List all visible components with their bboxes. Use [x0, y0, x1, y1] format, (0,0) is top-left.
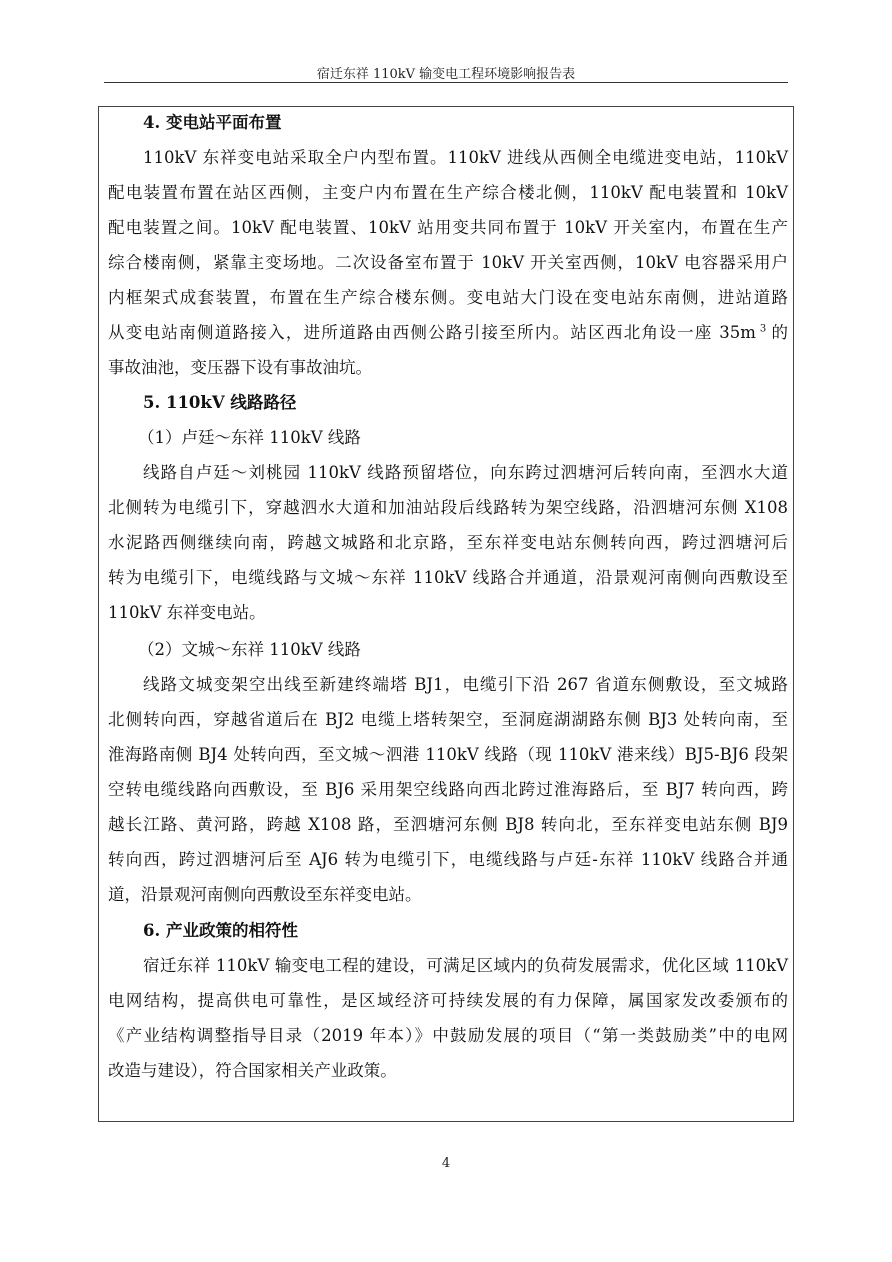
section-4-line: 配电装置之间。10kV 配电装置、10kV 站用变共同布置于 10kV 开关室内，布置在生产 — [108, 218, 788, 237]
section-5-sub1-line: 水泥路西侧继续向南，跨越文城路和北京路，至东祥变电站东侧转向西，跨过泗塘河后 — [108, 533, 788, 552]
section-4-superscript-tail — [760, 316, 788, 350]
section-4-line: 110kV 东祥变电站采取全户内型布置。110kV 进线从西侧全电缆进变电站，110kV — [143, 148, 788, 167]
section-5-sub2-line: 线路文城变架空出线至新建终端塔 BJ1，电缆引下沿 267 省道东侧敷设，至文城路 — [143, 675, 788, 694]
section-5-sub2-line: 北侧转向西，穿越省道后在 BJ2 电缆上塔转架空，至洞庭湖湖路东侧 BJ3 处转向南，至 — [108, 710, 788, 729]
section-6-line: 宿迁东祥 110kV 输变电工程的建设，可满足区域内的负荷发展需求，优化区域 110kV — [143, 956, 788, 975]
section-4-line: 综合楼南侧，紧靠主变场地。二次设备室布置于 10kV 开关室西侧，10kV 电容器采用户 — [108, 253, 788, 272]
section-6-line: 改造与建设），符合国家相关产业政策。 — [108, 1061, 397, 1080]
running-header: 宿迁东祥 110kV 输变电工程环境影响报告表 — [316, 67, 576, 82]
section-4-line: 从变电站南侧道路接入，进所道路由西侧公路引接至所内。站区西北角设一座 35m — [108, 323, 756, 342]
section-6-line: 电网结构，提高供电可靠性，是区域经济可持续发展的有力保障，属国家发改委颁布的 — [108, 991, 788, 1010]
section-5-sub1-line: 北侧转为电缆引下，穿越泗水大道和加油站段后线路转为架空线路，沿泗塘河东侧 X108 — [108, 498, 788, 517]
section-5-heading: 5. 110kV 线路路径 — [143, 393, 297, 412]
superscript-tail-text: 的 — [766, 323, 788, 342]
superscript-3: 3 — [759, 323, 767, 335]
section-5-sub2-line: 越长江路、黄河路，跨越 X108 路，至泗塘河东侧 BJ8 转向北，至东祥变电站东侧 BJ9 — [108, 815, 788, 834]
section-6-heading: 6. 产业政策的相符性 — [143, 921, 298, 940]
section-5-sub1-line: 转为电缆引下，电缆线路与文城～东祥 110kV 线路合并通道，沿景观河南侧向西敷设至 — [108, 568, 788, 587]
page-number: 4 — [441, 1156, 451, 1171]
section-6-line: 《产业结构调整指导目录（2019 年本）》中鼓励发展的项目（“第一类鼓励类”中的电网 — [108, 1026, 788, 1045]
section-5-sub1-line: 110kV 东祥变电站。 — [108, 603, 266, 622]
section-5-sub2-line: 淮海路南侧 BJ4 处转向西，至文城～泗港 110kV 线路（现 110kV 港来线）BJ5-BJ6 段架 — [108, 745, 788, 764]
section-4-heading: 4. 变电站平面布置 — [143, 113, 282, 132]
section-5-sub1-line: 线路自卢廷～刘桃园 110kV 线路预留塔位，向东跨过泗塘河后转向南，至泗水大道 — [143, 463, 788, 482]
section-5-sub2-line: 道，沿景观河南侧向西敷设至东祥变电站。 — [108, 885, 422, 904]
section-4-line: 内框架式成套装置，布置在生产综合楼东侧。变电站大门设在变电站东南侧，进站道路 — [108, 288, 788, 307]
header-rule — [104, 82, 788, 83]
section-4-line: 事故油池，变压器下设有事故油坑。 — [108, 358, 372, 377]
section-5-sub2-line: 转向西，跨过泗塘河后至 AJ6 转为电缆引下，电缆线路与卢廷-东祥 110kV 线路合并通 — [108, 850, 788, 869]
section-4-line: 配电装置布置在站区西侧，主变户内布置在生产综合楼北侧，110kV 配电装置和 10kV — [108, 183, 788, 202]
section-5-sub2-title: （2）文城～东祥 110kV 线路 — [138, 640, 361, 659]
section-5-sub1-title: （1）卢廷～东祥 110kV 线路 — [138, 428, 361, 447]
section-5-sub2-line: 空转电缆线路向西敷设，至 BJ6 采用架空线路向西北跨过淮海路后，至 BJ7 转向西，跨 — [108, 780, 788, 799]
